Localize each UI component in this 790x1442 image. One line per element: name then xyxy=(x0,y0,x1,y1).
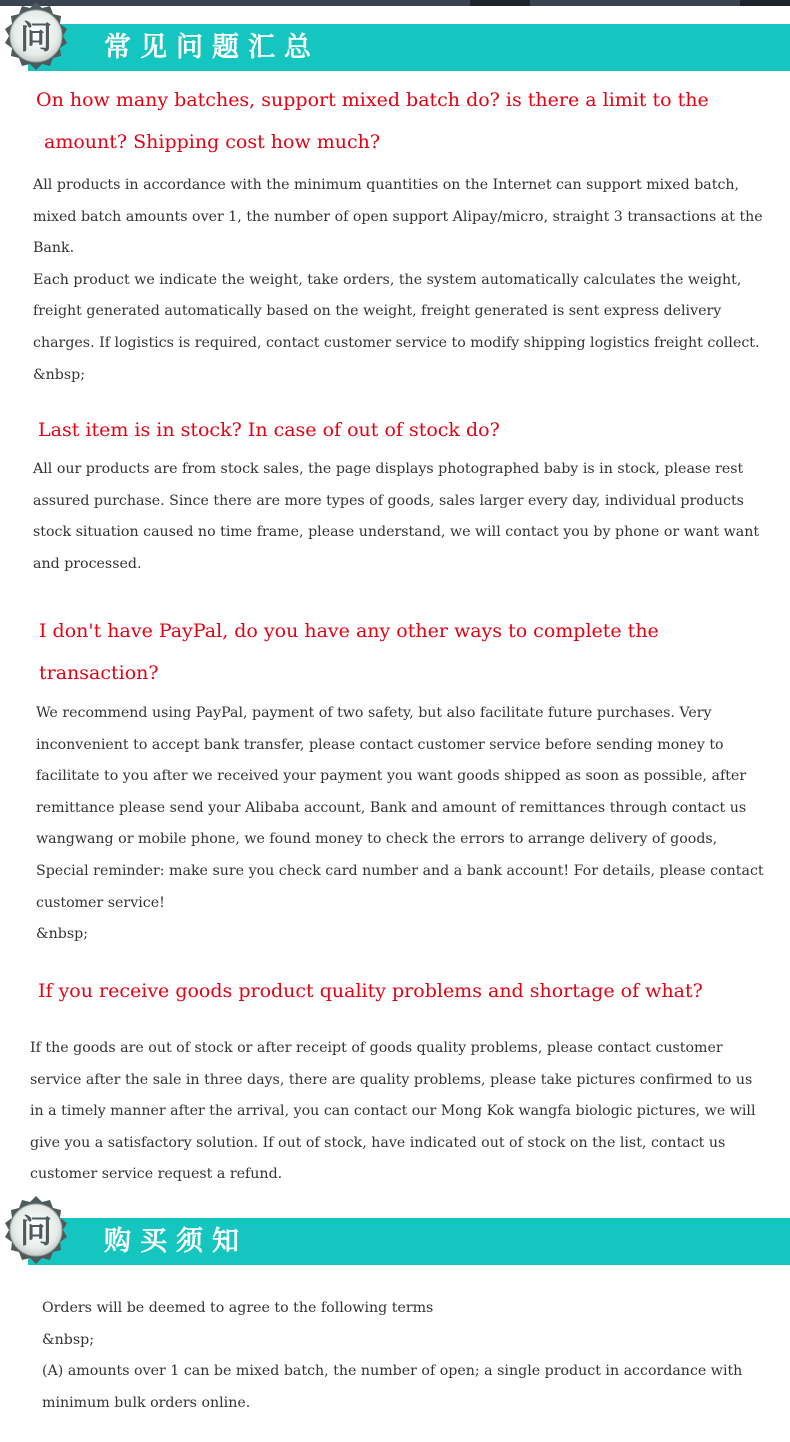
faq-title: 常见问题汇总 xyxy=(104,32,320,63)
purchase-terms: Orders will be deemed to agree to the following terms &nbsp; (A) amounts over 1 can be mixed batch, the number of open; a single product in accordance with minimum bulk orders online. xyxy=(42,1300,743,1411)
badge-char: 问 xyxy=(19,1212,53,1250)
faq-question-2: Last item is in stock? In case of out of stock do? xyxy=(38,419,500,441)
badge-char: 问 xyxy=(19,18,53,56)
faq-section-header xyxy=(0,0,790,80)
faq-answer-4: If the goods are out of stock or after receipt of goods quality problems, please contact customer service after the sale in three days, there are quality problems, please take pictures confirmed to us in a timely manner after the arrival, you can contact our Mong Kok wangfa biologic pictures, we will give you a satisfactory solution. If out of stock, have indicated out of stock on the list, contact us customer service request a refund. xyxy=(30,1040,756,1183)
faq-question-3: I don't have PayPal, do you have any other ways to complete the transaction? xyxy=(39,620,659,684)
purchase-title: 购买须知 xyxy=(104,1226,248,1257)
faq-question-1: On how many batches, support mixed batch do? is there a limit to the amount? Shipping cost how much? xyxy=(36,89,709,153)
faq-question-4: If you receive goods product quality problems and shortage of what? xyxy=(38,980,703,1002)
question-badge-icon xyxy=(0,0,100,82)
purchase-section-header xyxy=(0,1194,790,1274)
question-badge-icon xyxy=(0,1194,100,1276)
faq-answer-2: All our products are from stock sales, the page displays photographed baby is in stock, please rest assured purchase. Since there are more types of goods, sales larger every day, individual products stock situation caused no time frame, please understand, we will contact you by phone or want want and processed. xyxy=(33,461,760,572)
faq-answer-3: We recommend using PayPal, payment of two safety, but also facilitate future purchases. Very inconvenient to accept bank transfer, please contact customer service before sending money to facilitate to you after we received your payment you want goods shipped as soon as possible, after remittance please send your Alibaba account, Bank and amount of remittances through contact us wangwang or mobile phone, we found money to check the errors to arrange delivery of goods, Special reminder: make sure you check card number and a bank account! For details, please contact customer service! &nbsp; xyxy=(36,705,764,943)
faq-answer-1: All products in accordance with the minimum quantities on the Internet can support mixed batch, mixed batch amounts over 1, the number of open support Alipay/micro, straight 3 transactions at the Bank. Each product we indicate the weight, take orders, the system automatically calculates the weight, freight generated automatically based on the weight, freight generated is sent express delivery charges. If logistics is required, contact customer service to modify shipping logistics freight collect. &nbsp; xyxy=(33,177,763,383)
